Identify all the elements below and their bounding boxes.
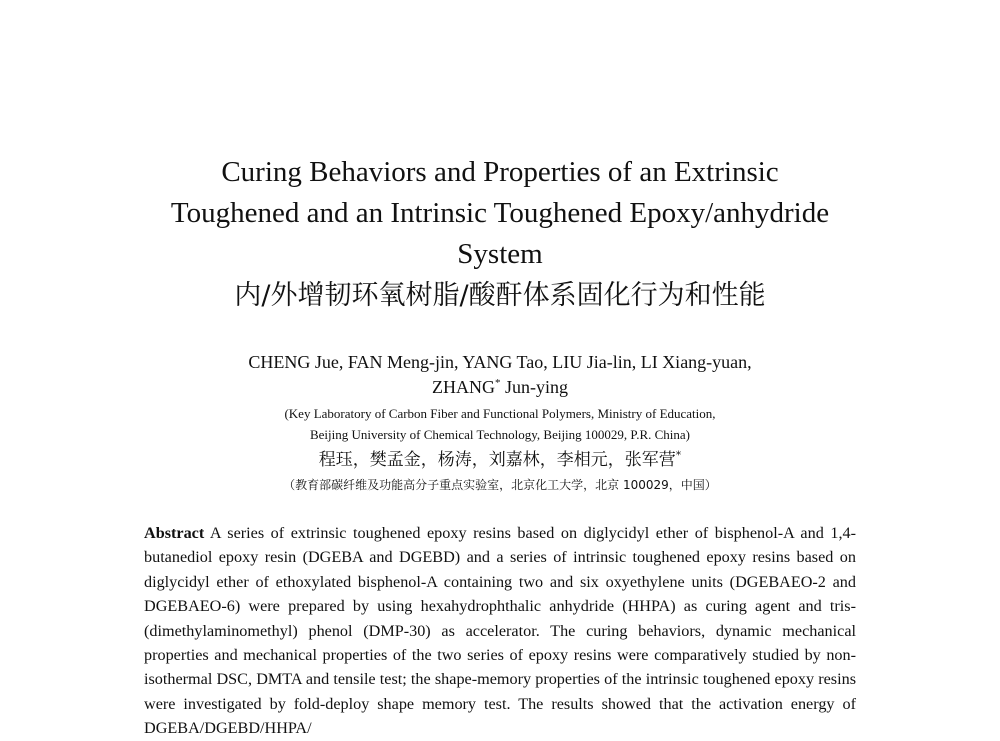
authors-english <box>100 350 900 400</box>
title-chinese: 内/外增韧环氧树脂/酸酐体系固化行为和性能 <box>234 280 766 311</box>
abstract <box>144 521 856 741</box>
title-line-1: Curing Behaviors and Properties of an Extrinsic <box>221 156 779 188</box>
title-english <box>100 152 900 275</box>
affiliation-line-2: Beijing University of Chemical Technology, Beijing 100029, P.R. China) <box>309 427 691 442</box>
authors-line-1: CHENG Jue, FAN Meng-jin, YANG Tao, LIU Jia-lin, LI Xiang-yuan, <box>248 352 752 372</box>
abstract-text: A series of extrinsic toughened epoxy resins based on diglycidyl ether of bisphenol-A and 1,4-butanediol epoxy resin (DGEBA and DGEBD) and a series of intrinsic toughened epoxy resins based on diglycidyl ether of ethoxylated bisphenol-A containing two and six oxyethylene units (DGEBAEO-2 and DGEBAEO-6) were prepared by using hexahydrophthalic anhydride (HHPA) as curing agent and tris-(dimethylaminomethyl) phenol (DMP-30) as accelerator. The curing behaviors, dynamic mechanical properties and mechanical properties of the two series of epoxy resins were comparatively studied by non-isothermal DSC, DMTA and tensile test; the shape-memory properties of the intrinsic toughened epoxy resins were investigated by fold-deploy shape memory test. The results showed that the activation energy of DGEBA/DGEBD/HHPA/ <box>144 524 856 738</box>
corresponding-mark: * <box>495 377 501 389</box>
authors-chinese <box>100 447 900 473</box>
title-line-2: Toughened and an Intrinsic Toughened Epoxy/anhydride <box>170 197 830 229</box>
author-block <box>100 350 900 495</box>
authors-chinese-names: 程珏，樊孟金，杨涛，刘嘉林，李相元，张军营 <box>318 450 676 470</box>
affiliation-english <box>100 403 900 445</box>
corresponding-mark-chinese: * <box>675 448 682 462</box>
title-block <box>100 152 900 315</box>
corresponding-author-given: Jun-ying <box>500 377 568 397</box>
affiliation-line-1: (Key Laboratory of Carbon Fiber and Functional Polymers, Ministry of Education, <box>284 406 716 421</box>
corresponding-author-family: ZHANG <box>432 377 495 397</box>
abstract-label: Abstract <box>144 524 205 542</box>
title-line-3: System <box>457 238 543 270</box>
affiliation-chinese: （教育部碳纤维及功能高分子重点实验室，北京化工大学，北京 100029，中国） <box>283 478 717 492</box>
